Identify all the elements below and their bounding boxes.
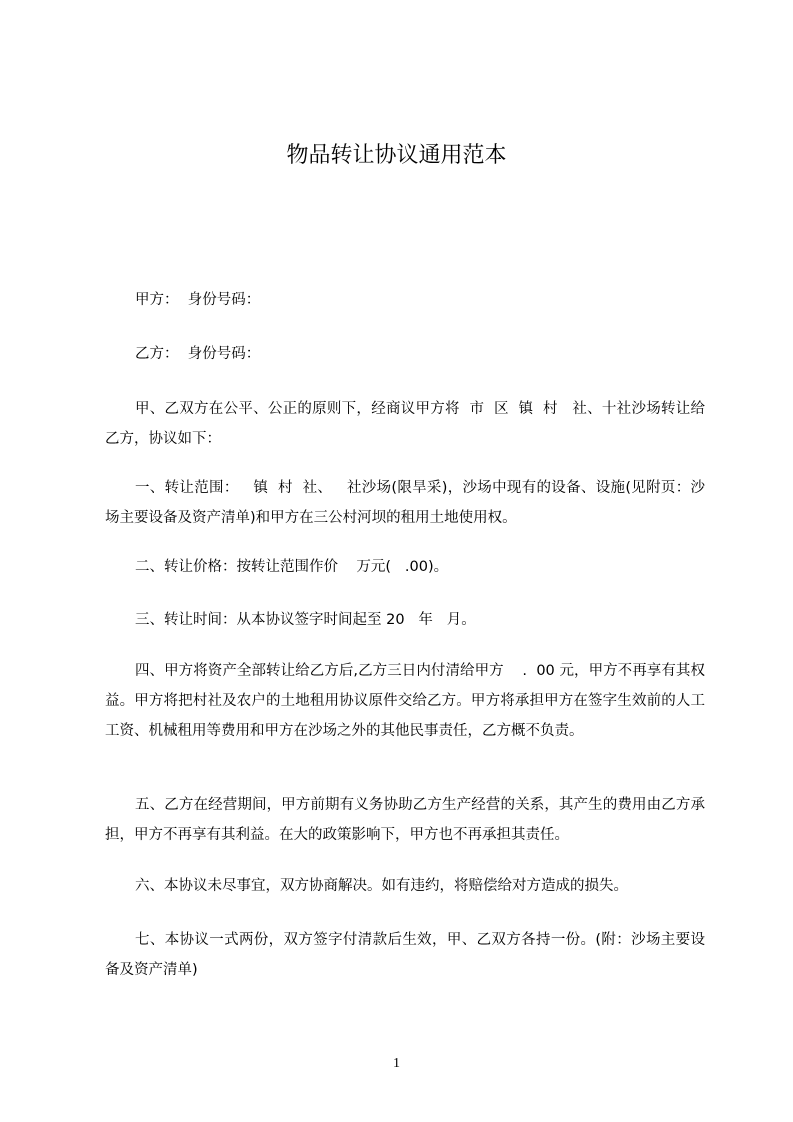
clause-copies: 七、本协议一式两份，双方签字付清款后生效，甲、乙双方各持一份。(附：沙场主要设备及资产清单) bbox=[105, 932, 705, 978]
clause-transfer-scope: 一、转让范围： 镇 村 社、 社沙场(限旱采)，沙场中现有的设备、设施(见附页：沙场主要设备及资产清单)和甲方在三公村河坝的租用土地使用权。 bbox=[105, 480, 705, 526]
clause-operation: 五、乙方在经营期间，甲方前期有义务协助乙方生产经营的关系，其产生的费用由乙方承担，甲方不再享有其利益。在大的政策影响下，甲方也不再承担其责任。 bbox=[105, 797, 705, 843]
document-title: 物品转让协议通用范本 bbox=[286, 143, 507, 168]
clause-transfer-price: 二、转让价格：按转让范围作价 万元( .00)。 bbox=[135, 559, 449, 575]
clause-payment: 四、甲方将资产全部转让给乙方后,乙方三日内付清给甲方 . 00 元，甲方不再享有其权益。甲方将把村社及农户的土地租用协议原件交给乙方。甲方将承担甲方在签字生效前的人工工资、机械租用等费用和甲方在沙场之外的其他民事责任，乙方概不负责。 bbox=[105, 663, 705, 739]
party-a-line: 甲方： 身份号码： bbox=[135, 292, 261, 308]
intro-paragraph: 甲、乙双方在公平、公正的原则下，经商议甲方将 市 区 镇 村 社、十社沙场转让给乙方，协议如下： bbox=[105, 401, 705, 447]
clause-unresolved-matters: 六、本协议未尽事宜，双方协商解决。如有违约，将赔偿给对方造成的损失。 bbox=[135, 878, 628, 894]
party-b-line: 乙方： 身份号码： bbox=[135, 346, 261, 362]
clause-transfer-time: 三、转让时间：从本协议签字时间起至 20 年 月。 bbox=[135, 612, 476, 628]
page-number: 1 bbox=[393, 1056, 400, 1071]
